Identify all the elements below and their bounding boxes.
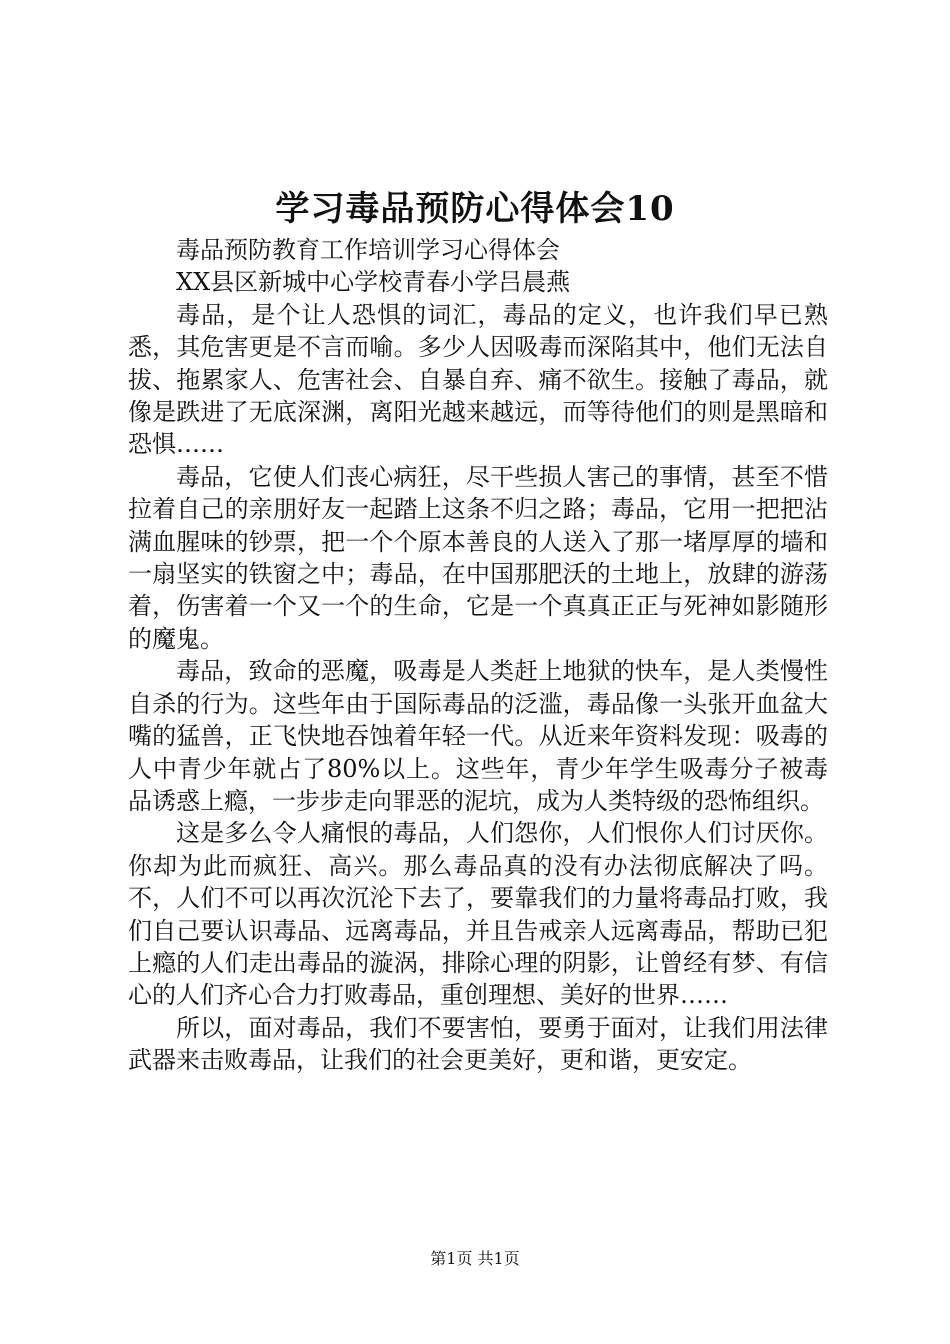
page-number-footer: 第1页 共1页 xyxy=(430,1249,520,1268)
body-paragraph: 毒品，致命的恶魔，吸毒是人类赶上地狱的快车，是人类慢性自杀的行为。这些年由于国际毒品的泛滥，毒品像一头张开血盆大嘴的猛兽，正飞快地吞蚀着年轻一代。从近来年资料发现：吸毒的人中青少年就占了80%以上。这些年，青少年学生吸毒分子被毒品诱惑上瘾，一步步走向罪恶的泥坑，成为人类特级的恐怖组织。 xyxy=(128,657,828,815)
author-paragraph: XX县区新城中心学校青春小学吕晨燕 xyxy=(176,268,571,297)
document-title: 学习毒品预防心得体会10 xyxy=(275,189,675,229)
body-paragraph: 所以，面对毒品，我们不要害怕，要勇于面对，让我们用法律武器来击败毒品，让我们的社会更美好，更和谐，更安定。 xyxy=(128,1013,828,1075)
body-paragraph: 毒品，是个让人恐惧的词汇，毒品的定义，也许我们早已熟悉，其危害更是不言而喻。多少人因吸毒而深陷其中，他们无法自拔、拖累家人、危害社会、自暴自弃、痛不欲生。接触了毒品，就像是跌进了无底深渊，离阳光越来越远，而等待他们的则是黑暗和恐惧…… xyxy=(128,300,828,459)
body-paragraph: 这是多么令人痛恨的毒品，人们怨你，人们恨你人们讨厌你。你却为此而疯狂、高兴。那么毒品真的没有办法彻底解决了吗。不，人们不可以再次沉沦下去了，要靠我们的力量将毒品打败，我们自己要认识毒品、远离毒品，并且告戒亲人远离毒品，帮助已犯上瘾的人们走出毒品的漩涡，排除心理的阴影，让曾经有梦、有信心的人们齐心合力打败毒品，重创理想、美好的世界…… xyxy=(128,819,828,1010)
subtitle-paragraph: 毒品预防教育工作培训学习心得体会 xyxy=(176,236,560,264)
document-body xyxy=(128,234,828,1077)
body-paragraph: 毒品，它使人们丧心病狂，尽干些损人害己的事情，甚至不惜拉着自己的亲朋好友一起踏上这条不归之路；毒品，它用一把把沾满血腥味的钞票，把一个个原本善良的人送入了那一堵厚厚的墙和一扇坚实的铁窗之中；毒品，在中国那肥沃的土地上，放肆的游荡着，伤害着一个又一个的生命，它是一个真真正正与死神如影随形的魔鬼。 xyxy=(128,462,828,653)
